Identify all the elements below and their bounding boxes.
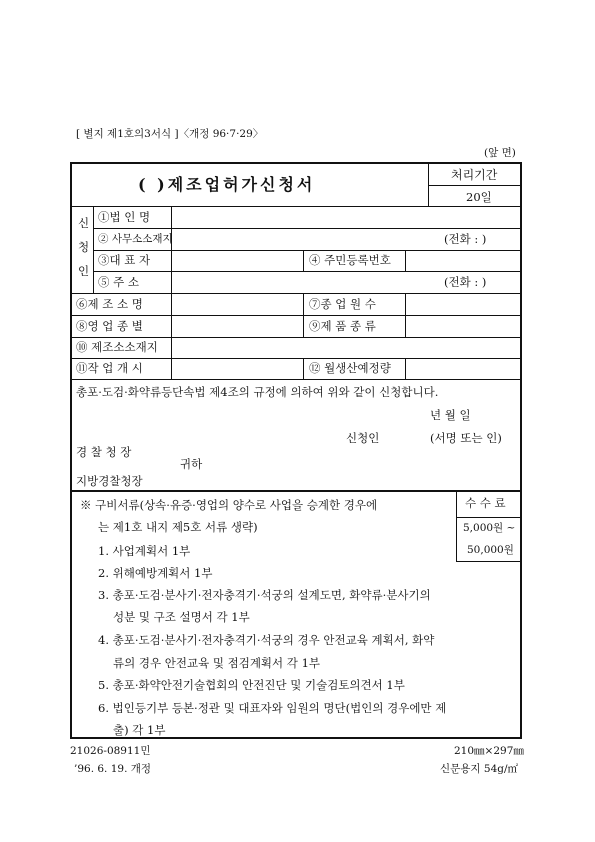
paper-type: 신문용지 54g/㎡ bbox=[440, 763, 519, 775]
product-type-label: ⑨제 품 종 류 bbox=[309, 319, 376, 333]
applicant-label-1: 신 bbox=[78, 216, 90, 230]
declaration-date: 년 월 일 bbox=[430, 408, 471, 422]
representative-label: ③대 표 자 bbox=[98, 253, 151, 267]
manufacturer-name-label: ⑥제 조 소 명 bbox=[76, 297, 143, 311]
form-frame bbox=[70, 162, 522, 739]
fee-min: 5,000원 ~ bbox=[463, 522, 516, 534]
form-code: 21026-08911민 bbox=[70, 745, 151, 757]
monthly-output-label: ⑫ 월생산예정량 bbox=[309, 361, 391, 375]
phone-label-2: (전화 : ) bbox=[444, 275, 487, 289]
doc-item-4-cont: 류의 경우 안전교육 및 점검계획서 각 1부 bbox=[113, 656, 320, 670]
doc-item-6-cont: 출) 각 1부 bbox=[113, 723, 166, 737]
factory-location-label: ⑩ 제조소소재지 bbox=[76, 340, 158, 354]
address-label: ⑤ 주 소 bbox=[98, 275, 140, 289]
resident-number-label: ④ 주민등록번호 bbox=[309, 253, 391, 267]
processing-period-label: 처리기간 bbox=[451, 168, 498, 182]
required-docs-note: ※ 구비서류(상속·유증·영업의 양수로 사업을 승계한 경우에 bbox=[80, 498, 378, 512]
doc-item-3: 3. 총포·도검·분사기·전자충격기·석궁의 설계도면, 화약류·분사기의 bbox=[98, 588, 431, 602]
applicant-label-2: 청 bbox=[78, 240, 90, 254]
employee-count-label: ⑦종 업 원 수 bbox=[309, 297, 376, 311]
paper-size: 210㎜×297㎜ bbox=[454, 745, 524, 757]
honorific-label: 귀하 bbox=[180, 457, 203, 471]
fee-max: 50,000원 bbox=[467, 544, 514, 556]
doc-item-2: 2. 위해예방계획서 1부 bbox=[98, 566, 213, 580]
work-start-label: ⑪작 업 개 시 bbox=[76, 361, 143, 375]
form-title: ( )제조업허가신청서 bbox=[138, 175, 316, 194]
revision-date: ’96. 6. 19. 개정 bbox=[74, 763, 152, 775]
recipient-police-chief: 경 찰 청 장 bbox=[76, 445, 132, 459]
doc-item-5: 5. 총포·화약안전기술협회의 안전진단 및 기술검토의견서 1부 bbox=[98, 678, 405, 692]
applicant-label-3: 인 bbox=[78, 264, 90, 278]
processing-period-value: 20일 bbox=[466, 190, 492, 204]
signature-label: (서명 또는 인) bbox=[430, 431, 502, 445]
form-annex-label: [ 별지 제1호의3서식 ]〈개정 96·7·29〉 bbox=[76, 128, 264, 140]
front-side-label: (앞 면) bbox=[484, 147, 516, 159]
declaration-text: 총포·도검·화약류등단속법 제4조의 규정에 의하여 위와 같이 신청합니다. bbox=[76, 385, 439, 399]
applicant-sign-label: 신청인 bbox=[346, 431, 380, 445]
doc-item-6: 6. 법인등기부 등본·정관 및 대표자와 임원의 명단(법인의 경우에만 제 bbox=[98, 701, 447, 715]
corp-name-label: ①법 인 명 bbox=[98, 210, 151, 224]
doc-item-1: 1. 사업계획서 1부 bbox=[98, 544, 191, 558]
required-docs-note-2: 는 제1호 내지 제5호 서류 생략) bbox=[98, 520, 258, 534]
phone-label-1: (전화 : ) bbox=[444, 232, 487, 246]
business-type-label: ⑧영 업 종 별 bbox=[76, 319, 143, 333]
doc-item-4: 4. 총포·도검·분사기·전자충격기·석궁의 경우 안전교육 계획서, 화약 bbox=[98, 633, 435, 647]
doc-item-3-cont: 성분 및 구조 설명서 각 1부 bbox=[113, 610, 250, 624]
fee-label: 수 수 료 bbox=[465, 496, 506, 510]
office-location-label: ② 사무소소재지 bbox=[98, 233, 173, 245]
recipient-regional-chief: 지방경찰청장 bbox=[76, 474, 143, 488]
